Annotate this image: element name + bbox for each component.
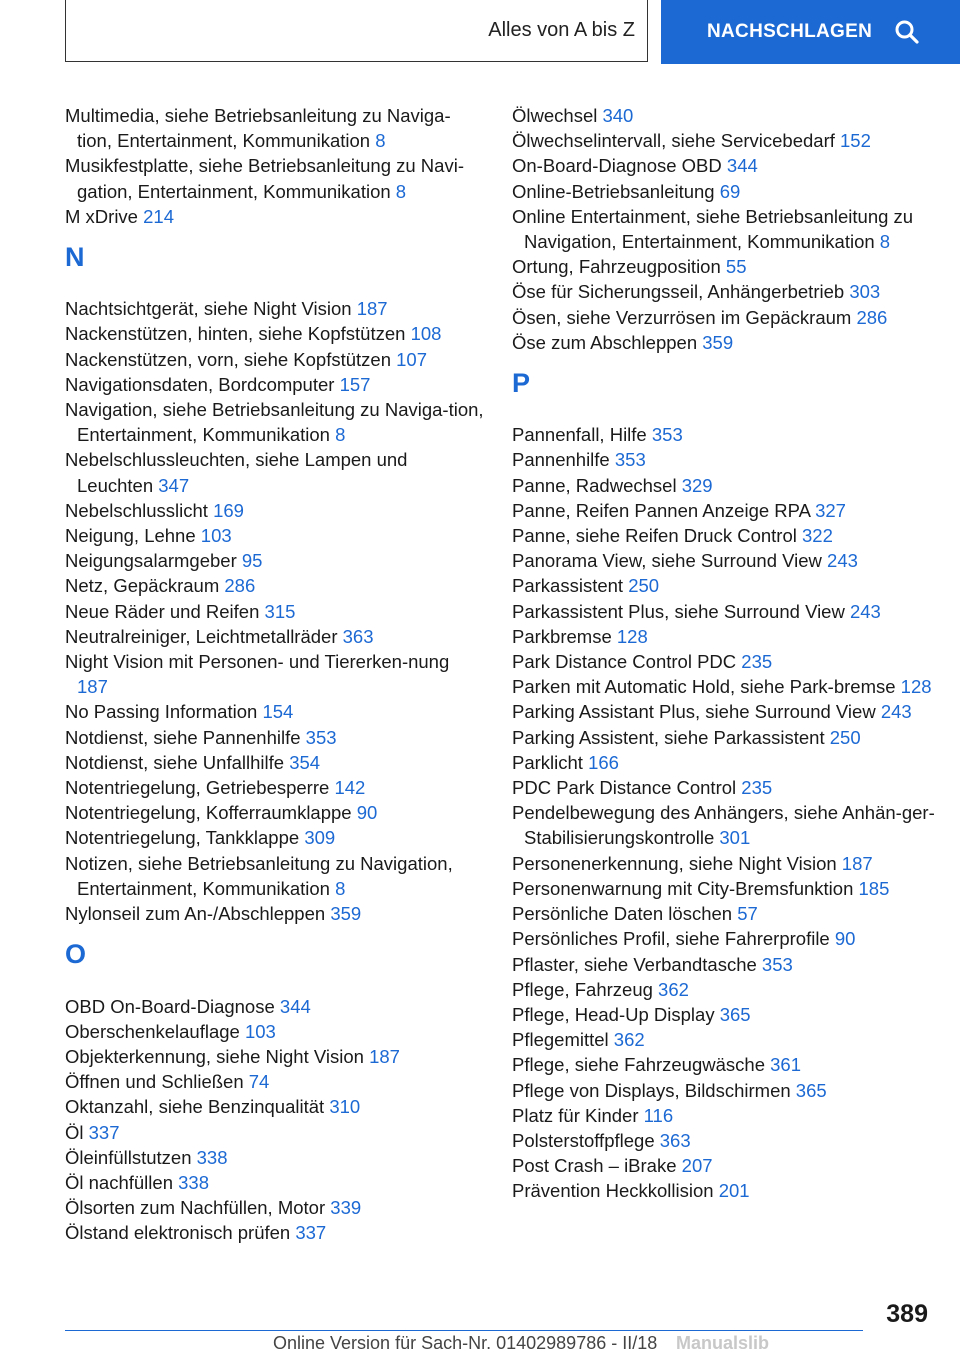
index-entry: [512, 1153, 942, 1178]
page-number: 389: [886, 1300, 928, 1328]
page-reference-link[interactable]: 185: [858, 877, 890, 899]
page-reference-link[interactable]: 365: [719, 1003, 751, 1025]
index-entry: [512, 204, 942, 254]
index-entry-text: Notdienst, siehe Unfallhilfe: [65, 751, 285, 773]
index-entry-text: Platz für Kinder: [512, 1104, 639, 1126]
index-entry: [512, 548, 942, 573]
page-reference-link[interactable]: 57: [737, 903, 758, 925]
page-reference-link[interactable]: 157: [339, 373, 371, 395]
index-entry-text: Polsterstoffpflege: [512, 1129, 655, 1151]
page-reference-link[interactable]: 347: [158, 474, 190, 496]
page-reference-link[interactable]: 187: [841, 852, 873, 874]
page-reference-link[interactable]: 361: [770, 1054, 801, 1076]
page-reference-link[interactable]: 329: [681, 474, 713, 496]
index-entry-text: Panorama View, siehe Surround View: [512, 550, 822, 572]
index-entry-text: Online Entertainment, siehe Betriebsanleitung zu Navigation, Entertainment, Kommunikation: [512, 205, 914, 253]
index-entry: [512, 179, 942, 204]
index-entry-text: Oberschenkelauflage: [65, 1020, 240, 1042]
index-entry: [512, 725, 942, 750]
page-reference-link[interactable]: 309: [304, 827, 336, 849]
index-entry: [65, 851, 485, 901]
page-reference-link[interactable]: 365: [795, 1079, 827, 1101]
page-reference-link[interactable]: 363: [342, 625, 374, 647]
index-entry: [65, 901, 485, 926]
index-entry-text: Pflege, Head-Up Display: [512, 1003, 715, 1025]
index-entry-text: Notizen, siehe Betriebsanleitung zu Navigation, Entertainment, Kommunikation: [65, 852, 453, 899]
index-entry: [65, 725, 485, 750]
index-entry-text: Notentriegelung, Tankklappe: [65, 827, 300, 849]
index-entry: [65, 599, 485, 624]
page-reference-link[interactable]: 103: [200, 525, 232, 547]
index-entry-text: Pannenfall, Hilfe: [512, 424, 647, 446]
index-entry: [512, 624, 942, 649]
index-entry-text: Öl nachfüllen: [65, 1171, 173, 1193]
index-entry: [512, 473, 942, 498]
index-entry: [512, 599, 942, 624]
index-entry: [512, 1052, 942, 1077]
index-entry: [512, 649, 942, 674]
index-entry: [512, 1027, 942, 1052]
index-entry-text: Nebelschlussleuchten, siehe Lampen und Leuchten: [65, 449, 408, 496]
index-entry: [512, 573, 942, 598]
index-entry: [65, 1044, 485, 1069]
page-reference-link[interactable]: 250: [829, 726, 861, 748]
index-entry-text: Park Distance Control PDC: [512, 651, 737, 673]
index-entry: [65, 103, 485, 153]
index-entry-text: Öleinfüllstutzen: [65, 1146, 192, 1168]
index-entry-text: Parken mit Automatic Hold, siehe Park-bremse: [512, 676, 896, 698]
index-entry-text: Neigung, Lehne: [65, 525, 196, 547]
index-entry: [65, 775, 485, 800]
index-entry: [512, 279, 942, 304]
index-entry-text: Parkbremse: [512, 625, 612, 647]
index-entry: [65, 321, 485, 346]
index-entry-text: Night Vision mit Personen- und Tiererken-nung: [65, 651, 450, 673]
page-reference-link[interactable]: 90: [356, 802, 378, 824]
page-reference-link[interactable]: 152: [840, 130, 871, 152]
online-version-text: Online Version für Sach-Nr. 01402989786 - II/18: [273, 1333, 658, 1353]
index-entry-text: Post Crash – iBrake: [512, 1155, 677, 1177]
index-entry: [65, 1195, 485, 1220]
index-entry: [512, 1178, 942, 1203]
index-entry-text: M xDrive: [65, 205, 138, 227]
page-reference-link[interactable]: 301: [719, 827, 751, 849]
index-entry-text: Personenerkennung, siehe Night Vision: [512, 852, 837, 874]
page-reference-link[interactable]: 69: [719, 180, 741, 202]
index-entry: [512, 422, 942, 447]
index-entry: [65, 1069, 485, 1094]
page-reference-link[interactable]: 103: [244, 1020, 276, 1042]
index-entry-text: Nebelschlusslicht: [65, 499, 208, 521]
index-entry: [65, 1220, 485, 1245]
page-reference-link[interactable]: 8: [395, 180, 407, 202]
page-reference-link[interactable]: 235: [741, 777, 773, 799]
index-entry-text: Nylonseil zum An-/Abschleppen: [65, 903, 326, 925]
index-entry: [512, 153, 942, 178]
index-entry: [65, 523, 485, 548]
index-entry: [512, 103, 942, 128]
index-entry: [512, 447, 942, 472]
index-entry: [512, 523, 942, 548]
index-entry: [512, 498, 942, 523]
index-entry: [65, 573, 485, 598]
index-entry: [512, 128, 942, 153]
page-reference-link[interactable]: 344: [726, 155, 758, 177]
page-reference-link[interactable]: 243: [849, 600, 881, 622]
index-entry: [65, 825, 485, 850]
index-entry-text: Navigation, siehe Betriebsanleitung zu Naviga-tion, Entertainment, Kommunikation: [65, 399, 484, 446]
index-entry-text: Panne, siehe Reifen Druck Control: [512, 525, 797, 547]
index-entry-text: Panne, Radwechsel: [512, 474, 677, 496]
page-reference-link[interactable]: 353: [761, 953, 793, 975]
page-reference-link[interactable]: 166: [588, 751, 619, 773]
index-entry-text: Neue Räder und Reifen: [65, 600, 260, 622]
page-reference-link[interactable]: 354: [289, 751, 321, 773]
index-entry: [512, 699, 942, 724]
index-entry: [512, 254, 942, 279]
index-entry: [65, 347, 485, 372]
index-entry: [512, 901, 942, 926]
index-entry-text: PDC Park Distance Control: [512, 777, 737, 799]
index-entry-text: Parkassistent Plus, siehe Surround View: [512, 600, 845, 622]
index-entry-text: Musikfestplatte, siehe Betriebsanleitung zu Navi-gation, Entertainment, Kommunikation: [65, 155, 464, 202]
page-reference-link[interactable]: 303: [849, 281, 881, 303]
index-entry-text: Netz, Gepäckraum: [65, 575, 220, 597]
index-entry-text: Oktanzahl, siehe Benzinqualität: [65, 1096, 325, 1118]
index-entry: [65, 800, 485, 825]
index-entry-text: Panne, Reifen Pannen Anzeige RPA: [512, 499, 810, 521]
page-reference-link[interactable]: 322: [802, 525, 833, 547]
page-reference-link[interactable]: 187: [356, 298, 388, 320]
index-entry-text: Ortung, Fahrzeugposition: [512, 256, 721, 278]
page-reference-link[interactable]: 187: [369, 1045, 400, 1067]
index-entry: [512, 1103, 942, 1128]
index-entry: [65, 1120, 485, 1145]
index-entry-text: Nackenstützen, vorn, siehe Kopfstützen: [65, 348, 391, 370]
page-reference-link[interactable]: 359: [330, 903, 362, 925]
index-entry: [512, 800, 942, 850]
index-entry: [512, 1078, 942, 1103]
section-title-tab[interactable]: [65, 0, 648, 62]
page-reference-link[interactable]: 154: [262, 701, 294, 723]
index-entry: [512, 952, 942, 977]
page-reference-link[interactable]: 286: [856, 306, 888, 328]
page-reference-link[interactable]: 142: [334, 777, 366, 799]
index-entry-text: Notentriegelung, Kofferraumklappe: [65, 802, 352, 824]
manualslib-watermark: Manualslib: [676, 1333, 770, 1353]
index-column-right: [512, 103, 942, 1204]
page-reference-link[interactable]: 116: [643, 1104, 674, 1126]
index-entry-text: Neutralreiniger, Leichtmetallräder: [65, 625, 338, 647]
index-entry: [65, 397, 485, 447]
index-entry-text: On-Board-Diagnose OBD: [512, 155, 722, 177]
index-entry-text: Pflege, Fahrzeug: [512, 978, 653, 1000]
page-reference-link[interactable]: 337: [295, 1222, 327, 1244]
index-entry-text: Persönliche Daten löschen: [512, 903, 733, 925]
index-entry-text: Multimedia, siehe Betriebsanleitung zu Naviga-tion, Entertainment, Kommunikation: [65, 105, 451, 152]
page-reference-link[interactable]: 108: [410, 323, 442, 345]
nachschlagen-label: NACHSCHLAGEN: [707, 21, 873, 42]
page-reference-link[interactable]: 187: [77, 676, 108, 698]
index-entry-text: Öse zum Abschleppen: [512, 331, 698, 353]
page-reference-link[interactable]: 353: [305, 726, 337, 748]
page-reference-link[interactable]: 207: [681, 1155, 713, 1177]
page-reference-link[interactable]: 250: [628, 575, 660, 597]
index-entry-text: Parking Assistent, siehe Parkassistent: [512, 726, 825, 748]
index-entry: [512, 977, 942, 1002]
index-entry: [65, 548, 485, 573]
index-section-letter: P: [512, 368, 531, 399]
index-entry-text: Persönliches Profil, siehe Fahrerprofile: [512, 928, 830, 950]
page-reference-link[interactable]: 338: [196, 1146, 228, 1168]
index-entry-text: Notdienst, siehe Pannenhilfe: [65, 726, 301, 748]
index-entry-text: Pendelbewegung des Anhängers, siehe Anhän-ger-Stabilisierungskontrolle: [512, 802, 935, 849]
index-entry-text: Nackenstützen, hinten, siehe Kopfstützen: [65, 323, 406, 345]
index-entry: [65, 498, 485, 523]
page-reference-link[interactable]: 338: [178, 1171, 209, 1193]
index-entry-text: Nachtsichtgerät, siehe Night Vision: [65, 298, 352, 320]
index-entry-text: Pflegemittel: [512, 1029, 609, 1051]
index-entry-text: Pannenhilfe: [512, 449, 610, 471]
page-reference-link[interactable]: 169: [213, 499, 244, 521]
index-entry-text: Parklicht: [512, 751, 583, 773]
index-entry-text: Personenwarnung mit City-Bremsfunktion: [512, 877, 854, 899]
index-entry: [512, 330, 942, 355]
index-entry: [65, 750, 485, 775]
index-entry-text: Navigationsdaten, Bordcomputer: [65, 373, 335, 395]
index-entry-text: Pflege von Displays, Bildschirmen: [512, 1079, 791, 1101]
page-reference-link[interactable]: 243: [880, 701, 912, 723]
page-reference-link[interactable]: 74: [248, 1071, 270, 1093]
index-entry-text: No Passing Information: [65, 701, 258, 723]
index-entry: [65, 994, 485, 1019]
page-reference-link[interactable]: 353: [614, 449, 646, 471]
index-entry-text: Online-Betriebsanleitung: [512, 180, 715, 202]
page-reference-link[interactable]: 340: [602, 105, 634, 126]
index-section-letter: O: [65, 939, 87, 970]
index-entry-text: Öse für Sicherungsseil, Anhängerbetrieb: [512, 281, 845, 303]
index-entry-text: Pflege, siehe Fahrzeugwäsche: [512, 1054, 765, 1076]
page-reference-link[interactable]: 362: [613, 1029, 645, 1051]
page-reference-link[interactable]: 337: [88, 1121, 120, 1143]
page-reference-link[interactable]: 243: [827, 550, 858, 572]
index-entry: [512, 1002, 942, 1027]
page-reference-link[interactable]: 214: [143, 205, 174, 227]
page-reference-link[interactable]: 315: [264, 600, 296, 622]
page-reference-link[interactable]: 8: [335, 877, 346, 899]
page-reference-link[interactable]: 107: [396, 348, 428, 370]
index-entry: [512, 851, 942, 876]
index-entry-text: OBD On-Board-Diagnose: [65, 995, 275, 1017]
index-entry-text: Notentriegelung, Getriebesperre: [65, 777, 330, 799]
page-reference-link[interactable]: 8: [375, 130, 386, 152]
index-entry-text: Neigungsalarmgeber: [65, 550, 237, 572]
page-reference-link[interactable]: 235: [741, 651, 773, 673]
index-entry: [65, 1094, 485, 1119]
page-reference-link[interactable]: 363: [659, 1129, 691, 1151]
index-entry: [512, 876, 942, 901]
footer-divider: [65, 1330, 863, 1331]
index-entry: [512, 305, 942, 330]
index-entry: [512, 674, 942, 699]
index-entry-text: Parking Assistant Plus, siehe Surround View: [512, 701, 876, 723]
index-entry-text: Pflaster, siehe Verbandtasche: [512, 953, 757, 975]
index-entry: [65, 447, 485, 497]
index-entry: [65, 699, 485, 724]
index-entry-text: Parkassistent: [512, 575, 624, 597]
index-entry: [65, 1145, 485, 1170]
page-reference-link[interactable]: 8: [335, 424, 346, 446]
page-reference-link[interactable]: 327: [815, 499, 846, 521]
page-reference-link[interactable]: 95: [241, 550, 263, 572]
page-reference-link[interactable]: 286: [224, 575, 256, 597]
index-entry: [65, 153, 485, 203]
index-entry-text: Öffnen und Schließen: [65, 1071, 244, 1093]
index-entry-text: Öl: [65, 1121, 84, 1143]
index-entry: [65, 372, 485, 397]
page-reference-link[interactable]: 90: [834, 928, 856, 950]
index-entry: [65, 1019, 485, 1044]
page-reference-link[interactable]: 55: [725, 256, 747, 278]
page-reference-link[interactable]: 344: [279, 995, 311, 1017]
index-entry: [512, 750, 942, 775]
page-reference-link[interactable]: 8: [879, 231, 891, 253]
section-title: Alles von A bis Z: [488, 19, 635, 41]
index-entry-text: Prävention Heckkollision: [512, 1180, 714, 1202]
page-reference-link[interactable]: 310: [329, 1096, 361, 1118]
page-reference-link[interactable]: 128: [900, 676, 932, 698]
index-entry: [65, 1170, 485, 1195]
index-entry: [65, 204, 485, 229]
nachschlagen-tab[interactable]: [661, 0, 960, 64]
index-entry-text: Objekterkennung, siehe Night Vision: [65, 1045, 364, 1067]
page-reference-link[interactable]: 201: [718, 1180, 750, 1202]
page-reference-link[interactable]: 359: [702, 331, 734, 353]
index-entry: [65, 624, 485, 649]
index-entry-text: Ösen, siehe Verzurrösen im Gepäckraum: [512, 306, 852, 328]
index-entry: [512, 926, 942, 951]
index-column-left: [65, 103, 485, 1246]
index-entry: [65, 649, 485, 699]
index-entry-text: Ölstand elektronisch prüfen: [65, 1222, 291, 1244]
index-entry-text: Ölsorten zum Nachfüllen, Motor: [65, 1197, 326, 1219]
page-reference-link[interactable]: 362: [658, 978, 689, 1000]
page-reference-link[interactable]: 128: [616, 625, 648, 647]
index-entry: [512, 1128, 942, 1153]
page-reference-link[interactable]: 353: [651, 424, 683, 446]
index-section-letter: N: [65, 242, 85, 273]
index-entry-text: Ölwechselintervall, siehe Servicebedarf: [512, 130, 835, 152]
index-entry: [65, 296, 485, 321]
index-entry: [512, 775, 942, 800]
page-reference-link[interactable]: 339: [330, 1197, 362, 1219]
search-icon[interactable]: [894, 19, 920, 45]
index-entry-text: Ölwechsel: [512, 105, 598, 126]
